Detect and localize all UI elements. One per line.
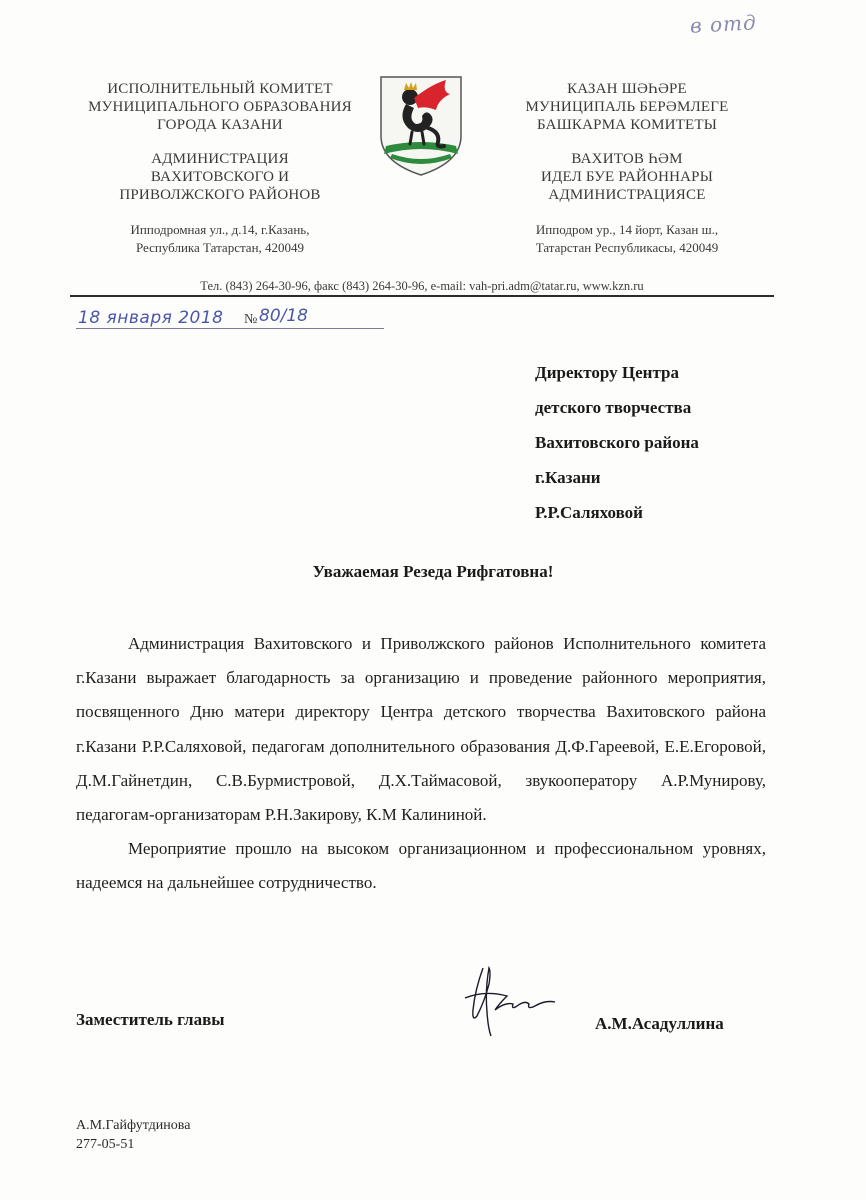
header-left-address-line: Ипподромная ул., д.14, г.Казань, — [130, 222, 310, 237]
kazan-coat-of-arms-icon — [378, 74, 464, 178]
header-left-org — [70, 80, 370, 134]
body-paragraph: Администрация Вахитовского и Приволжского районов Исполнительного комитета г.Казани выражает благодарность за организацию и проведение районного мероприятия, посвященного Дню матери директору Центра детского творчества Вахитовского района г.Казани Р.Р.Саляховой, педагогам дополнительного образования Д.Ф.Гареевой, Е.Е.Егоровой, Д.М.Гайнетдин, С.В.Бурмистровой, Д.Х.Таймасовой, звукооператору А.Р.Мунирову, педагогам-организаторам Р.Н.Закирову, К.М Калининой. — [76, 634, 766, 825]
header-left-admin-line: ВАХИТОВСКОГО И — [150, 169, 290, 185]
recipient-line: Директору Центра — [535, 363, 679, 382]
header-left-address — [70, 221, 370, 257]
recipient-block — [535, 355, 699, 530]
recipient-line: Вахитовского района — [535, 433, 699, 452]
header-left-org-line: МУНИЦИПАЛЬНОГО ОБРАЗОВАНИЯ — [88, 99, 352, 115]
header-right-address-line: Ипподром ур., 14 йорт, Казан ш., — [535, 222, 719, 237]
header-left-admin-line: ПРИВОЛЖСКОГО РАЙОНОВ — [119, 187, 321, 203]
handwritten-note: в отд — [689, 10, 758, 38]
header-left-admin — [70, 150, 370, 204]
header-left-org-line: ИСПОЛНИТЕЛЬНЫЙ КОМИТЕТ — [107, 81, 333, 97]
header-right-org-line: МУНИЦИПАЛЬ БЕРӘМЛЕГЕ — [525, 99, 729, 115]
header-right-org-line: КАЗАН ШӘҺӘРЕ — [567, 81, 687, 97]
header-left-admin-line: АДМИНИСТРАЦИЯ — [151, 151, 289, 167]
kazan-coat-of-arms-emblem — [378, 74, 464, 178]
header-right-address — [477, 221, 777, 257]
registration-number-label: № — [244, 312, 258, 327]
handwritten-signature — [455, 960, 565, 1045]
signer-title: Заместитель главы — [76, 1010, 225, 1029]
recipient-line: детского творчества — [535, 398, 692, 417]
header-left-address-line: Республика Татарстан, 420049 — [135, 240, 305, 255]
registration-underline — [76, 328, 384, 329]
signer-name: А.М.Асадуллина — [595, 1014, 724, 1033]
header-right-org-line: БАШКАРМА КОМИТЕТЫ — [536, 117, 718, 133]
registration-date: 18 января 2018 — [78, 308, 224, 328]
header-right-admin-line: ИДЕЛ БУЕ РАЙОННАРЫ — [540, 169, 713, 185]
recipient-line: г.Казани — [535, 468, 601, 487]
letter-body — [76, 627, 766, 901]
recipient-line: Р.Р.Саляховой — [535, 503, 643, 522]
header-divider — [70, 295, 774, 297]
header-right-address-line: Татарстан Республикасы, 420049 — [535, 240, 719, 255]
header-right-admin-line: АДМИНИСТРАЦИЯСЕ — [548, 187, 706, 203]
header-right-admin-line: ВАХИТОВ ҺӘМ — [571, 151, 683, 167]
signature-icon — [455, 960, 565, 1040]
salutation: Уважаемая Резеда Рифгатовна! — [312, 562, 554, 581]
executor-name: А.М.Гайфутдинова — [76, 1118, 191, 1133]
executor-block — [76, 1116, 190, 1154]
contacts-line: Тел. (843) 264-30-96, факс (843) 264-30-96, e-mail: vah-pri.adm@tatar.ru, www.kzn.ru — [200, 279, 644, 293]
executor-phone: 277-05-51 — [76, 1137, 135, 1152]
header-right-admin — [477, 150, 777, 204]
body-paragraph: Мероприятие прошло на высоком организационном и профессиональном уровнях, надеемся на дальнейшее сотрудничество. — [76, 839, 766, 893]
header-right-org — [477, 80, 777, 134]
registration-number: 80/18 — [259, 306, 308, 326]
header-left-org-line: ГОРОДА КАЗАНИ — [157, 117, 283, 133]
